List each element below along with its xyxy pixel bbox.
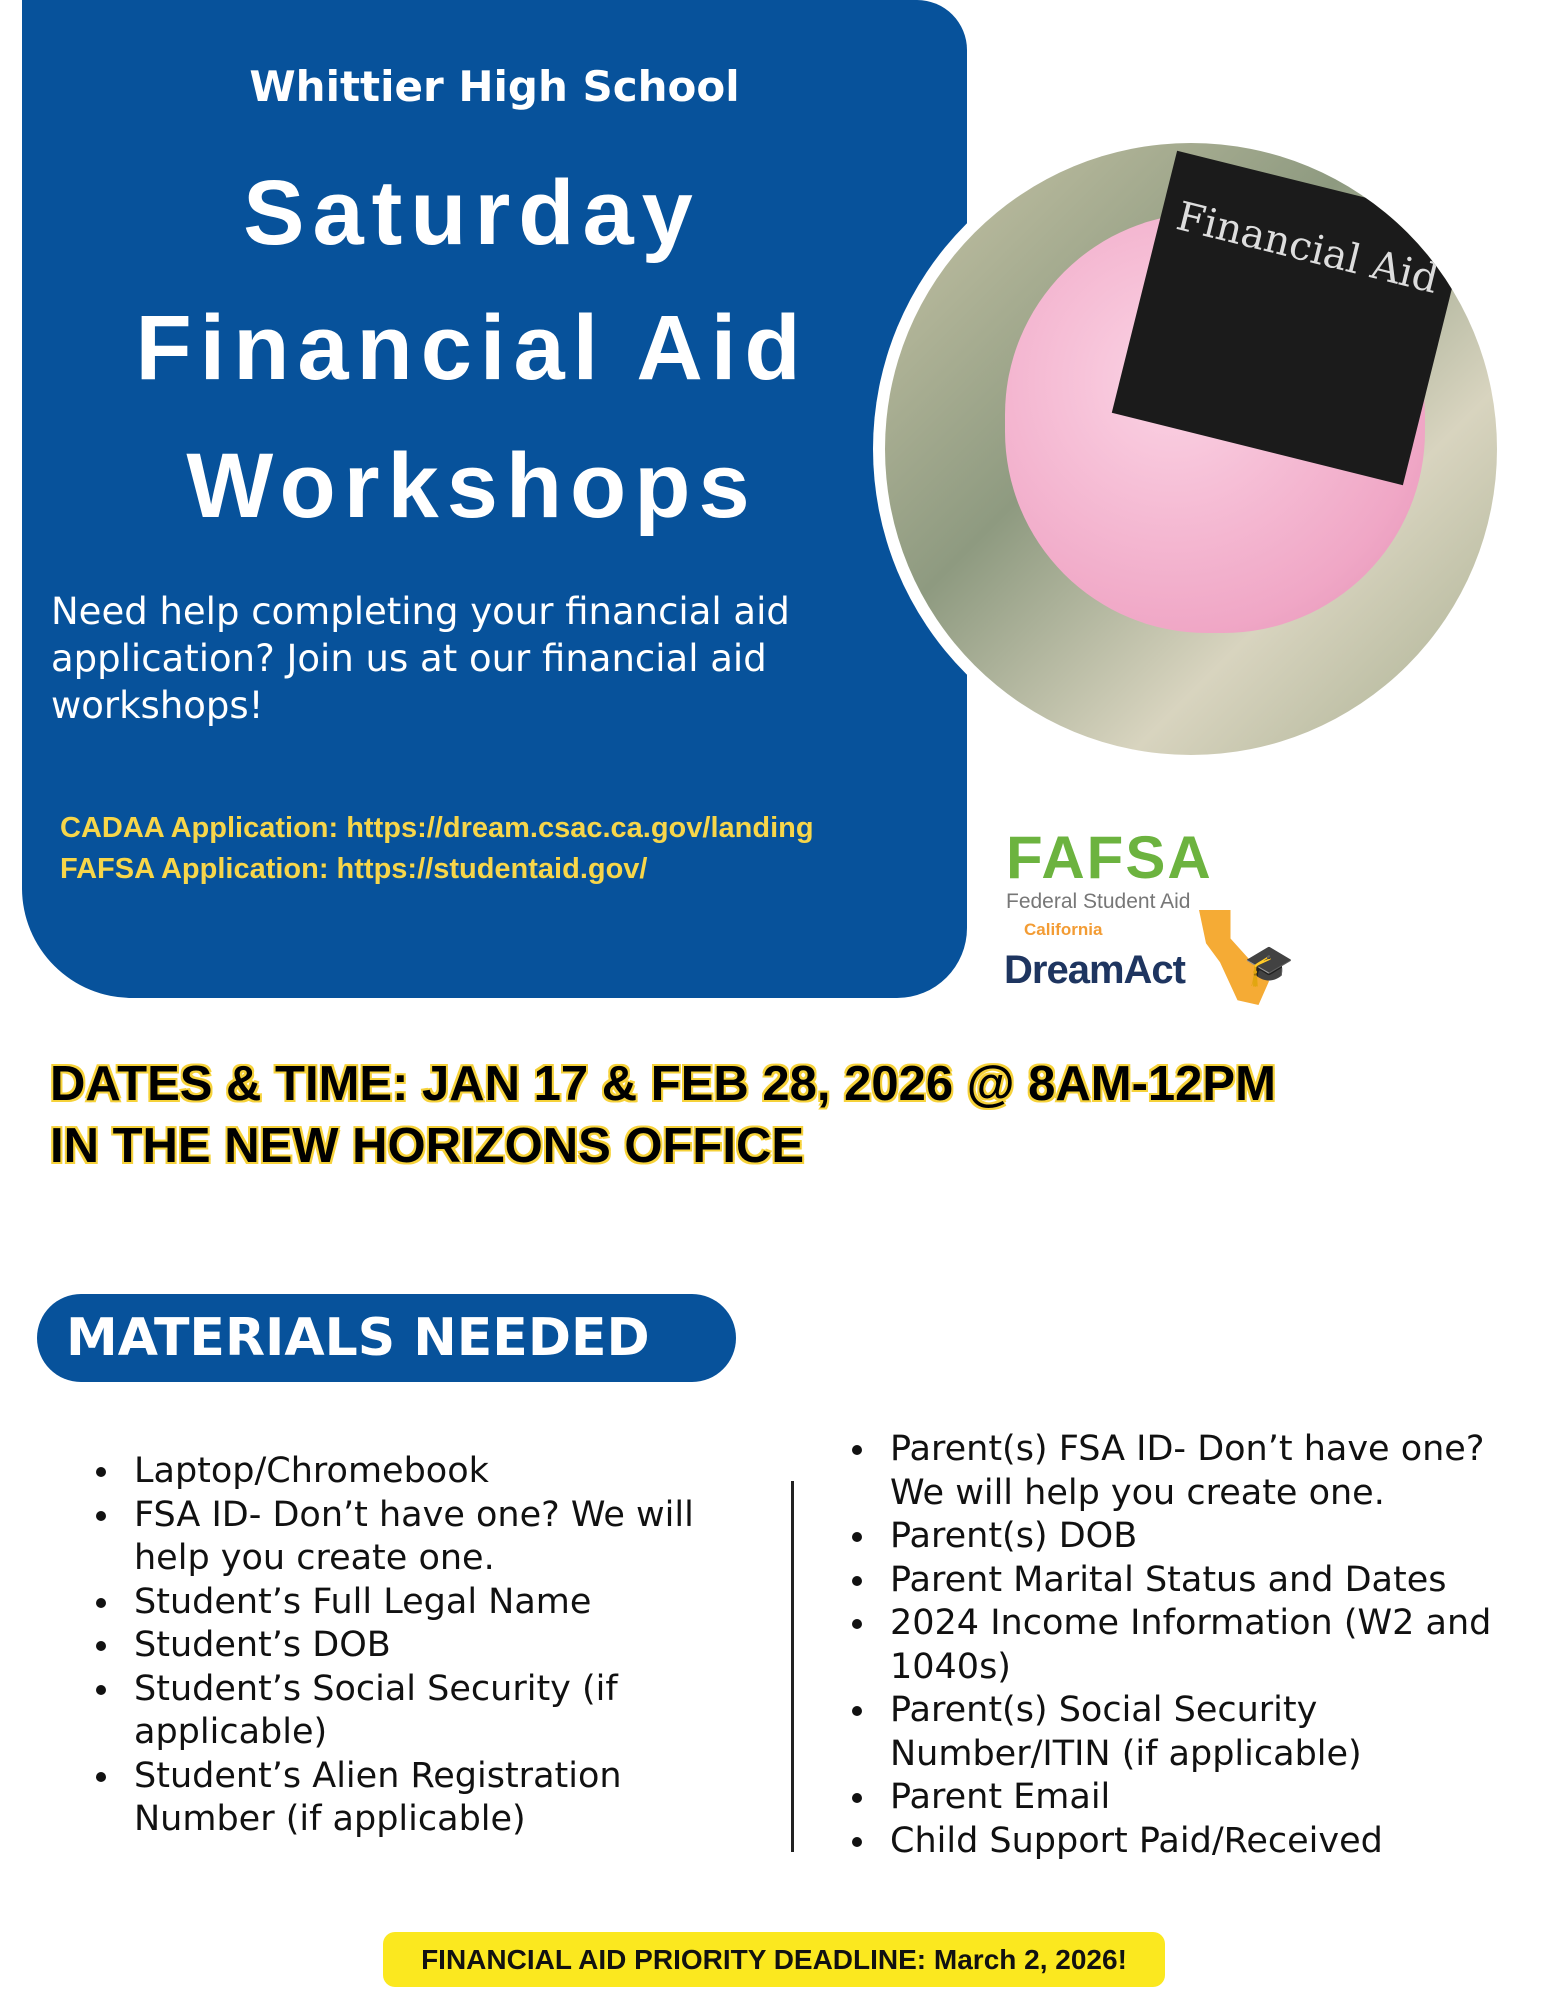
intro-text: Need help completing your financial aid application? Join us at our financial aid workshops! — [51, 590, 790, 727]
list-item: Student’s Alien Registration Number (if applicable) — [96, 1755, 716, 1842]
materials-heading: MATERIALS NEEDED — [37, 1294, 736, 1382]
materials-list-right — [852, 1428, 1532, 1863]
graduation-cap: Financial Aid — [1112, 151, 1468, 486]
list-item: Parent Marital Status and Dates — [852, 1559, 1532, 1603]
piggy-bank-photo — [873, 131, 1509, 767]
title-line-2: Financial Aid — [135, 297, 809, 399]
list-item: FSA ID- Don’t have one? We will help you create one. — [96, 1494, 716, 1581]
materials-list-left — [96, 1450, 716, 1842]
list-item: Student’s Social Security (if applicable) — [96, 1668, 716, 1755]
priority-deadline-banner: FINANCIAL AID PRIORITY DEADLINE: March 2, 2026! — [383, 1932, 1165, 1987]
column-divider — [791, 1481, 794, 1852]
list-item: Student’s DOB — [96, 1624, 716, 1668]
dream-act-logo-top: California — [1024, 920, 1103, 939]
title-line-3: Workshops — [186, 435, 758, 537]
list-item: Parent(s) DOB — [852, 1515, 1532, 1559]
school-name: Whittier High School — [249, 62, 740, 111]
graduation-cap-icon: 🎓 — [1244, 944, 1294, 988]
cadaa-link[interactable]: CADAA Application: https://dream.csac.ca.gov/landing — [60, 812, 814, 844]
dream-act-logo — [1004, 910, 1304, 1005]
list-item: Child Support Paid/Received — [852, 1820, 1532, 1864]
fafsa-logo-text: FAFSA — [1006, 824, 1213, 891]
fafsa-link[interactable]: FAFSA Application: https://studentaid.gov/ — [60, 853, 648, 885]
header-panel — [22, 0, 967, 998]
event-dates: DATES & TIME: JAN 17 & FEB 28, 2026 @ 8AM-12PM — [50, 1057, 1276, 1111]
fafsa-logo-subtext: Federal Student Aid — [1006, 890, 1191, 913]
list-item: Student’s Full Legal Name — [96, 1581, 716, 1625]
title-line-1: Saturday — [243, 162, 701, 264]
list-item: Parent Email — [852, 1776, 1532, 1820]
list-item: Parent(s) FSA ID- Don’t have one? We will help you create one. — [852, 1428, 1532, 1515]
list-item: 2024 Income Information (W2 and 1040s) — [852, 1602, 1532, 1689]
list-item: Parent(s) Social Security Number/ITIN (if applicable) — [852, 1689, 1532, 1776]
event-location: IN THE NEW HORIZONS OFFICE — [50, 1119, 805, 1173]
dream-act-logo-main: DreamAct — [1004, 948, 1185, 992]
list-item: Laptop/Chromebook — [96, 1450, 716, 1494]
fafsa-logo — [1006, 824, 1213, 914]
